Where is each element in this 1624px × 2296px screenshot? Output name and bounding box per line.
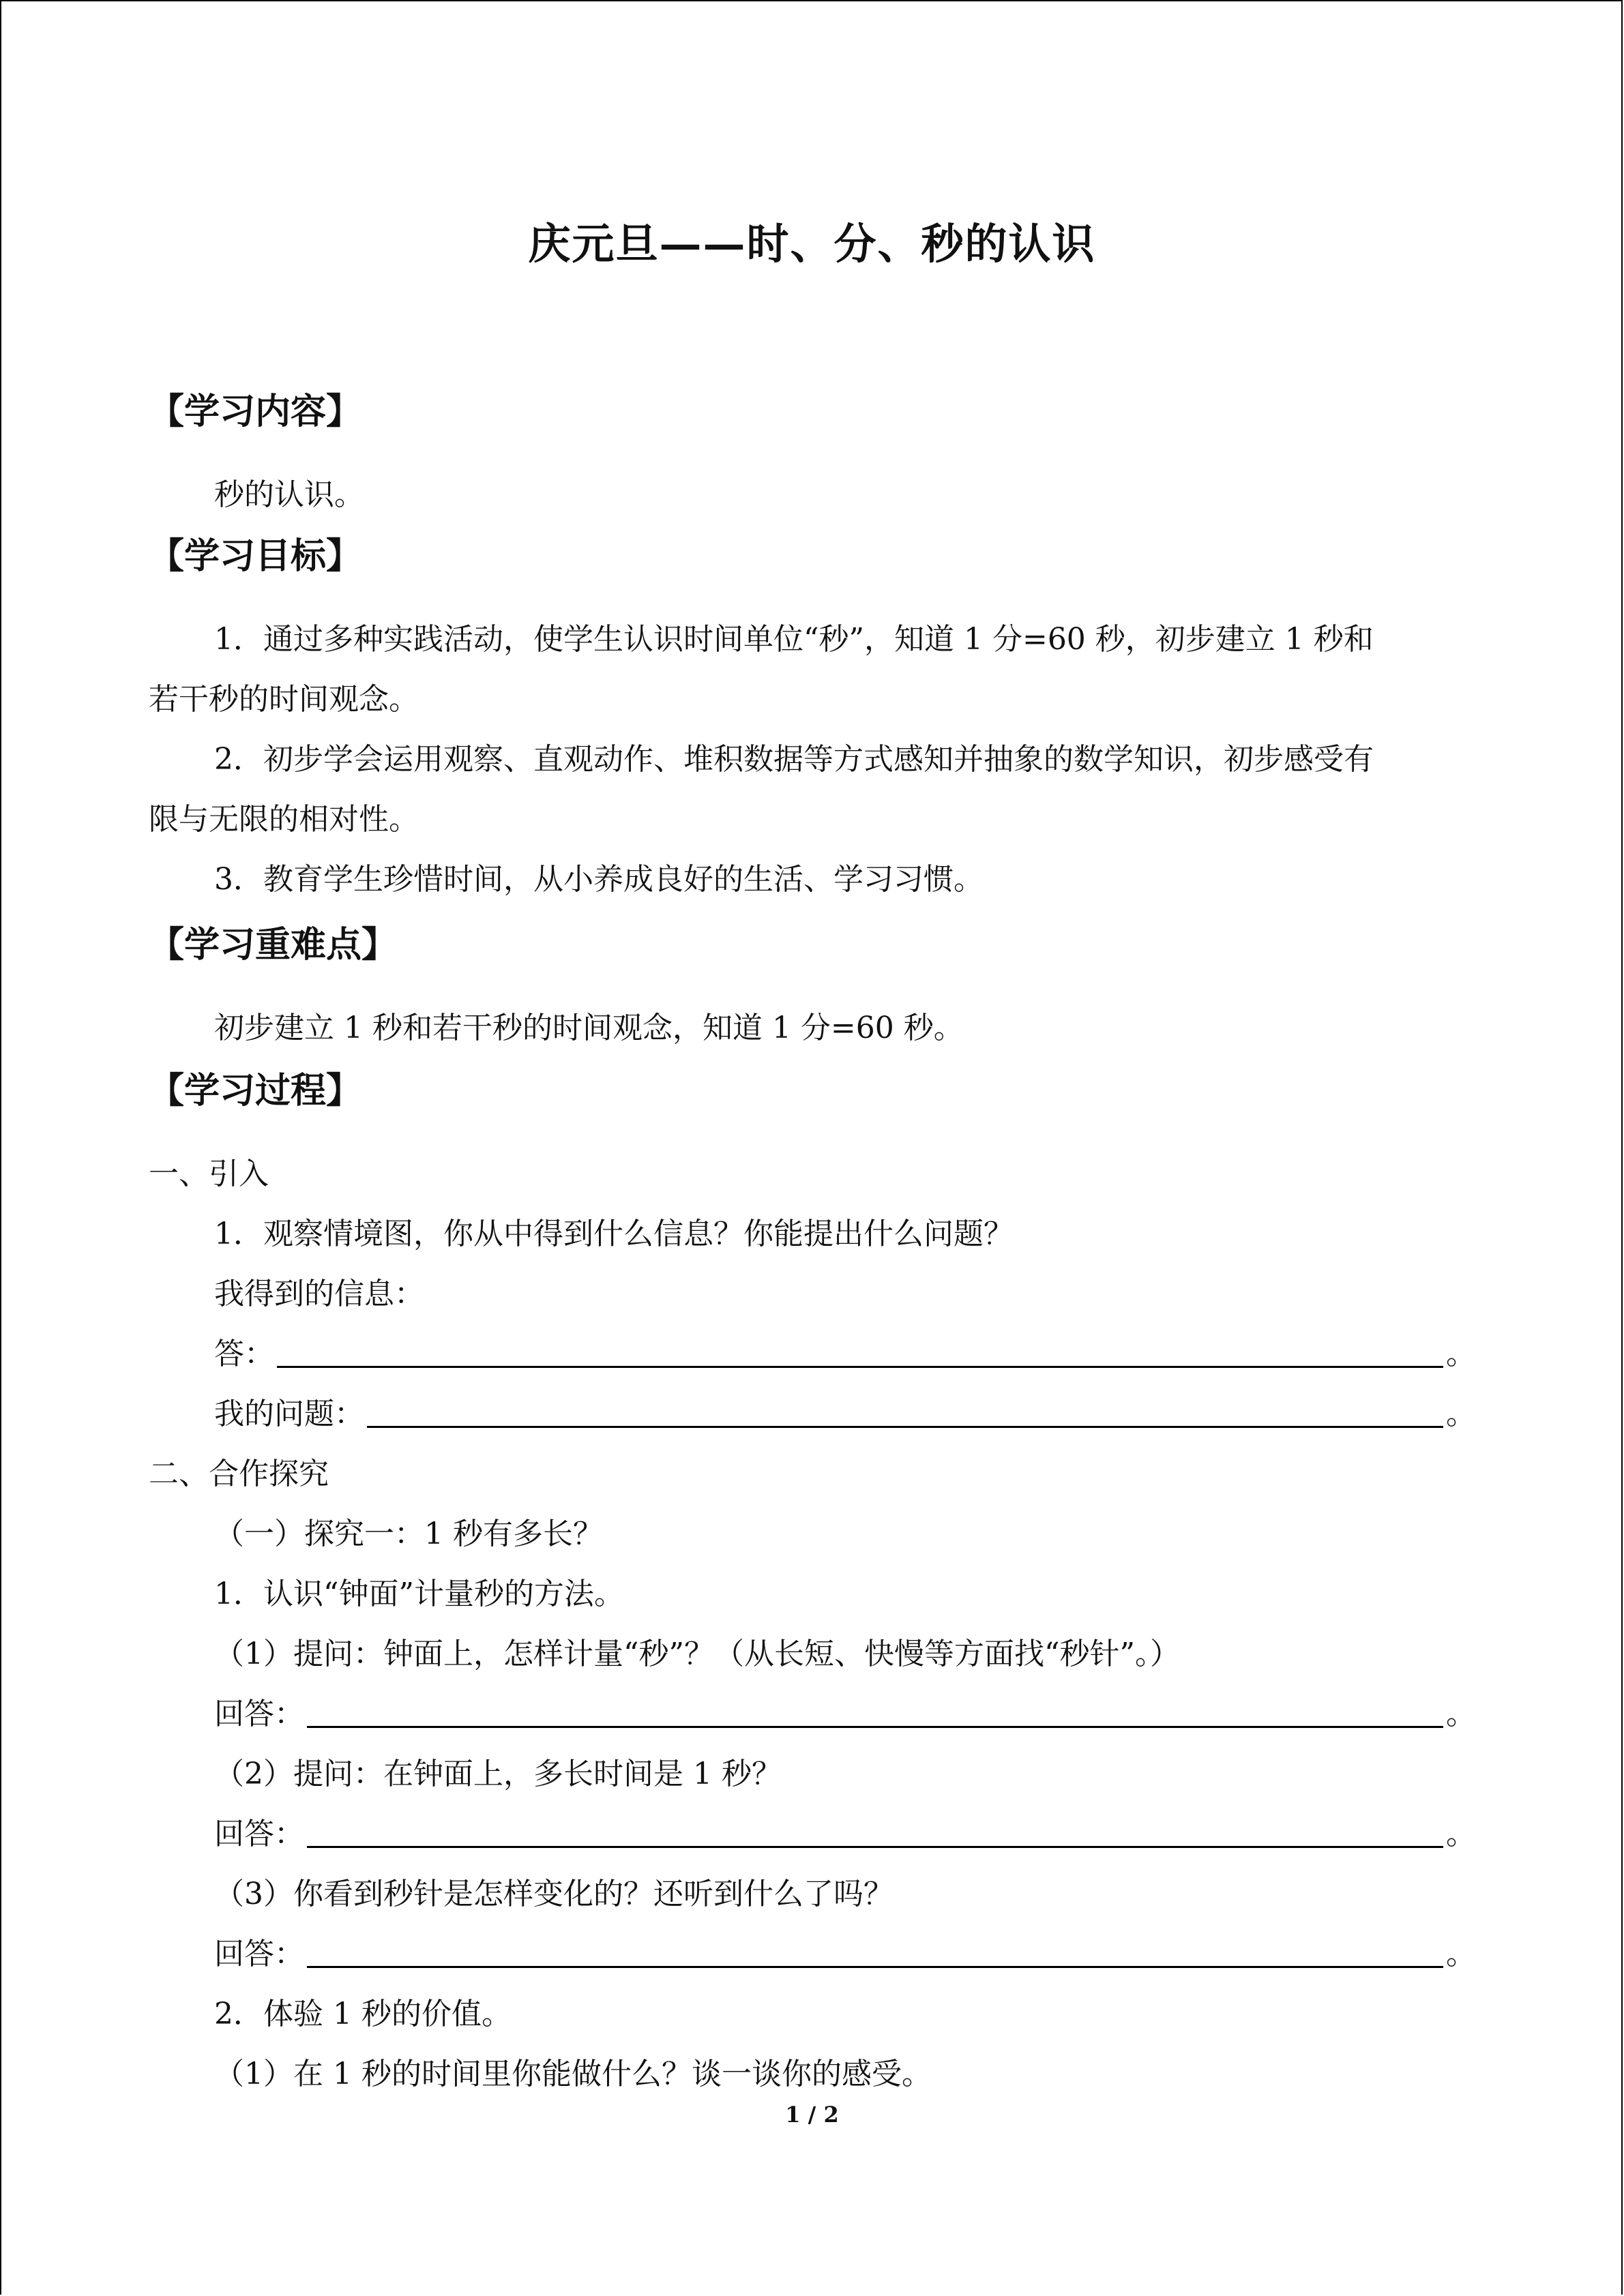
my-question-label: 我的问题： xyxy=(214,1397,364,1431)
end-mark: 。 xyxy=(1446,1937,1476,1971)
reply-row-2 xyxy=(214,1814,1476,1855)
reply-row-3 xyxy=(214,1934,1476,1975)
item-1: 1．认识“钟面”计量秒的方法。 xyxy=(214,1577,624,1611)
learning-content-text: 秒的认识。 xyxy=(214,477,364,512)
key-points-text: 初步建立 1 秒和若干秒的时间观念，知道 1 分=60 秒。 xyxy=(214,1011,964,1045)
part-2-title: 二、合作探究 xyxy=(149,1457,329,1491)
page-number: 1 / 2 xyxy=(785,2102,839,2128)
heading-learning-content: 【学习内容】 xyxy=(149,391,362,432)
reply-blank-1[interactable] xyxy=(307,1696,1443,1728)
goal-2-line-1: 2．初步学会运用观察、直观动作、堆积数据等方式感知并抽象的数学知识，初步感受有 xyxy=(214,742,1374,777)
sub-question-2: （2）提问：在钟面上，多长时间是 1 秒？ xyxy=(214,1757,782,1791)
my-question-row xyxy=(214,1394,1476,1435)
document-title: 庆元旦——时、分、秒的认识 xyxy=(528,219,1096,269)
info-label: 我得到的信息： xyxy=(214,1277,424,1311)
explore-1-title: （一）探究一：1 秒有多长？ xyxy=(214,1517,603,1551)
sub-question-1: （1）提问：钟面上，怎样计量“秒”？（从长短、快慢等方面找“秒针”。） xyxy=(214,1637,1180,1671)
end-mark: 。 xyxy=(1446,1397,1476,1431)
reply-blank-3[interactable] xyxy=(307,1936,1443,1968)
end-mark: 。 xyxy=(1446,1697,1476,1731)
heading-key-points: 【学习重难点】 xyxy=(149,924,398,966)
sub-question-3: （3）你看到秒针是怎样变化的？还听到什么了吗？ xyxy=(214,1877,894,1911)
heading-learning-goals: 【学习目标】 xyxy=(149,535,362,577)
sub-question-4: （1）在 1 秒的时间里你能做什么？谈一谈你的感受。 xyxy=(214,2057,932,2091)
reply-blank-2[interactable] xyxy=(307,1816,1443,1848)
answer-blank[interactable] xyxy=(277,1336,1443,1368)
item-2: 2．体验 1 秒的价值。 xyxy=(214,1997,512,2031)
end-mark: 。 xyxy=(1446,1817,1476,1851)
reply-label: 回答： xyxy=(214,1937,304,1971)
reply-label: 回答： xyxy=(214,1817,304,1851)
reply-row-1 xyxy=(214,1694,1476,1735)
goal-1-line-2: 若干秒的时间观念。 xyxy=(149,682,419,717)
end-mark: 。 xyxy=(1446,1337,1476,1371)
reply-label: 回答： xyxy=(214,1697,304,1731)
heading-learning-process: 【学习过程】 xyxy=(149,1070,362,1112)
goal-1-line-1: 1．通过多种实践活动，使学生认识时间单位“秒”，知道 1 分=60 秒，初步建立 1 秒和 xyxy=(214,622,1374,657)
question-1: 1．观察情境图，你从中得到什么信息？你能提出什么问题？ xyxy=(214,1217,1014,1251)
goal-3: 3．教育学生珍惜时间，从小养成良好的生活、学习习惯。 xyxy=(214,862,984,897)
answer-label: 答： xyxy=(214,1337,274,1371)
answer-row xyxy=(214,1334,1476,1375)
goal-2-line-2: 限与无限的相对性。 xyxy=(149,802,419,837)
part-1-title: 一、引入 xyxy=(149,1157,269,1191)
my-question-blank[interactable] xyxy=(367,1396,1443,1428)
